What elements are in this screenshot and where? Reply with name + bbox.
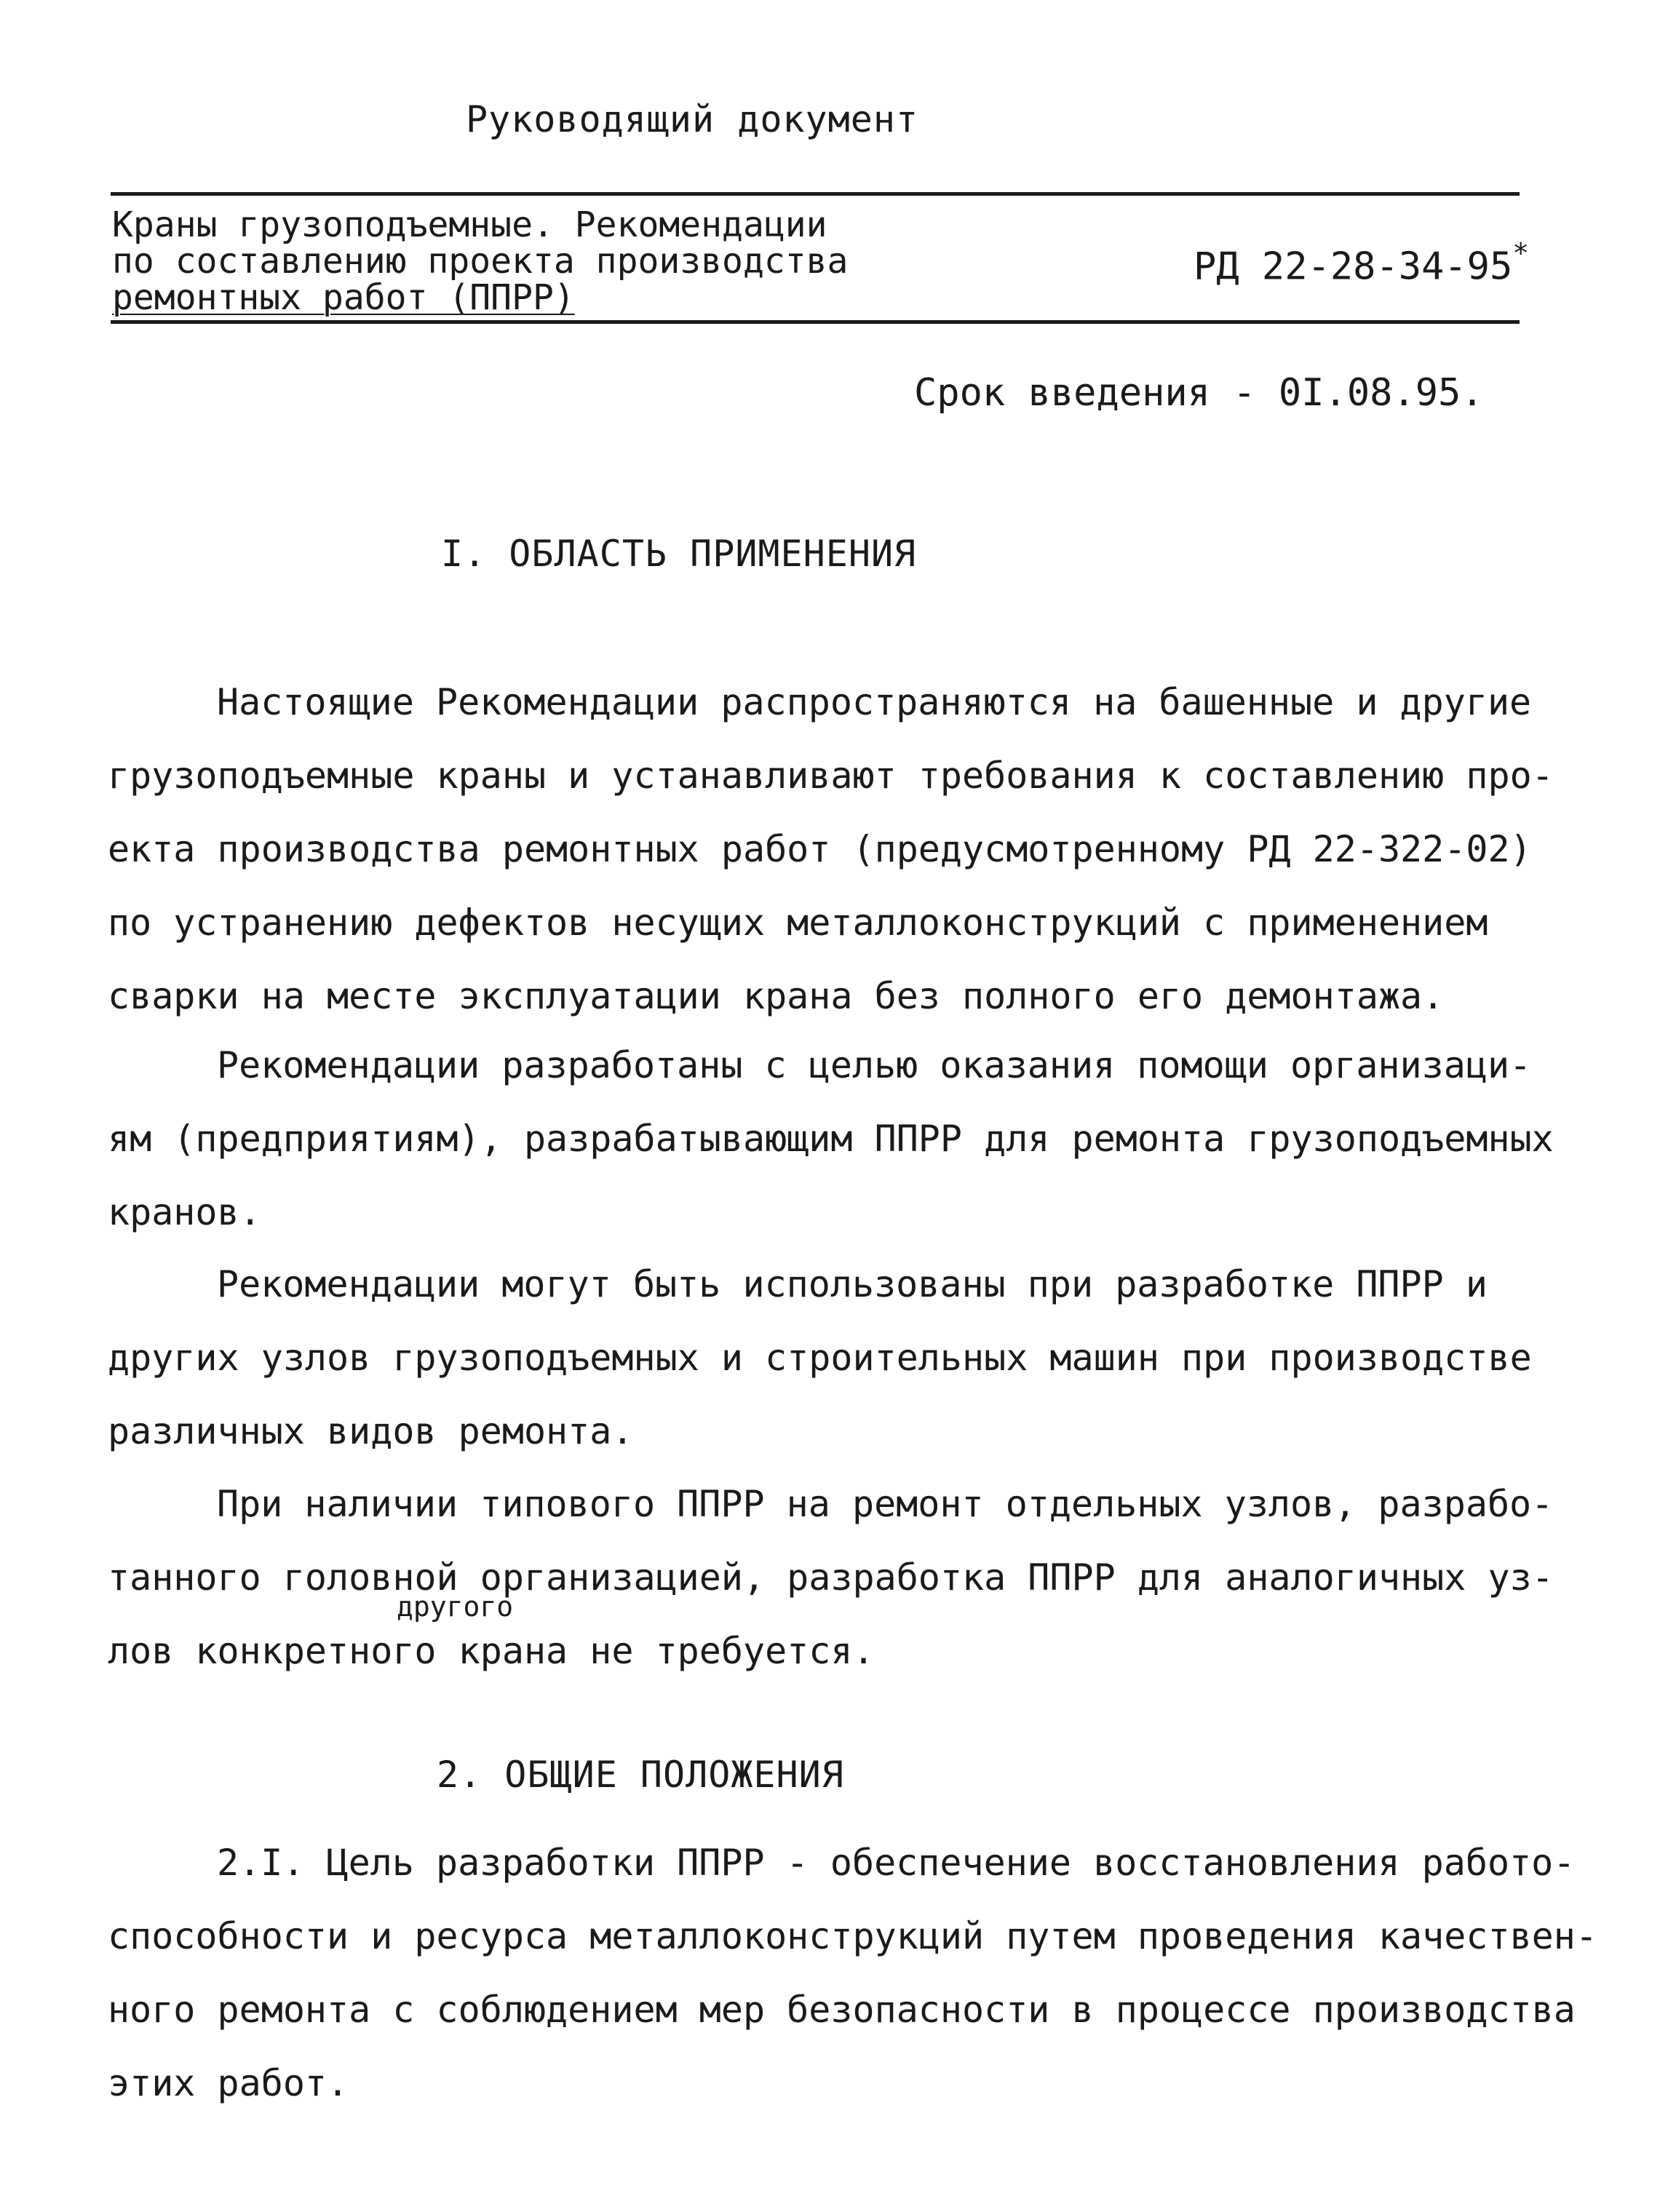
- header-rule-top: [111, 192, 1520, 196]
- text-line: Рекомендации разработаны с целью оказания помощи организаци-: [217, 1044, 1532, 1086]
- text-line: ного ремонта с соблюдением мер безопасности в процессе производства: [108, 1989, 1576, 2031]
- text-line: ям (предприятиям), разрабатывающим ППРР для ремонта грузоподъемных: [108, 1118, 1554, 1160]
- document-code: [1194, 237, 1530, 289]
- paragraph: [108, 1248, 1534, 1468]
- text-line: способности и ресурса металлоконструкций путем проведения качествен-: [108, 1915, 1597, 1957]
- section-heading-scope: I. ОБЛАСТЬ ПРИМЕНЕНИЯ: [441, 533, 917, 575]
- text-line: различных видов ремонта.: [108, 1410, 634, 1452]
- paragraph: [108, 1029, 1554, 1249]
- title-line: ремонтных работ (ППРР): [112, 277, 575, 318]
- text-line: 2.I. Цель разработки ППРР - обеспечение восстановления работо-: [217, 1842, 1576, 1884]
- header-rule-bottom: [111, 320, 1520, 324]
- text-line: екта производства ремонтных работ (предусмотренному РД 22-322-02): [108, 828, 1532, 870]
- text-line: грузоподъемные краны и устанавливают требования к составлению про-: [108, 755, 1554, 797]
- text-line: лов конкретного крана не требуется.: [108, 1630, 875, 1672]
- title-line: Краны грузоподъемные. Рекомендации: [112, 204, 827, 245]
- section-heading-general: 2. ОБЩИЕ ПОЛОЖЕНИЯ: [437, 1754, 844, 1796]
- text-line: сварки на месте эксплуатации крана без полного его демонтажа.: [108, 975, 1445, 1017]
- text-line: Рекомендации могут быть использованы при разработке ППРР и: [217, 1263, 1488, 1305]
- text-line: танного головной организацией, разработка ППРР для аналогичных уз-: [108, 1556, 1554, 1599]
- document-type: Руководящий документ: [466, 98, 919, 140]
- text-line: по устранению дефектов несущих металлоконструкций с применением: [108, 902, 1488, 944]
- text-line: других узлов грузоподъемных и строительных машин при производстве: [108, 1337, 1532, 1379]
- effective-date: Срок введения - 0I.08.95.: [914, 371, 1484, 415]
- paragraph: [108, 1468, 1554, 1688]
- document-code-mark: *: [1512, 237, 1530, 269]
- document-code-text: РД 22-28-34-95: [1194, 244, 1513, 289]
- text-line: Настоящие Рекомендации распространяются на башенные и другие: [217, 681, 1532, 723]
- text-line: При наличии типового ППРР на ремонт отдельных узлов, разрабо-: [217, 1483, 1554, 1525]
- paragraph: [108, 666, 1554, 1033]
- paragraph: [108, 1826, 1597, 2120]
- document-title: [112, 204, 949, 318]
- handwritten-insert: другого: [397, 1591, 514, 1623]
- text-line: кранов.: [108, 1191, 261, 1233]
- text-line: этих работ.: [108, 2062, 349, 2104]
- title-line: по составлению проекта производства: [112, 241, 849, 282]
